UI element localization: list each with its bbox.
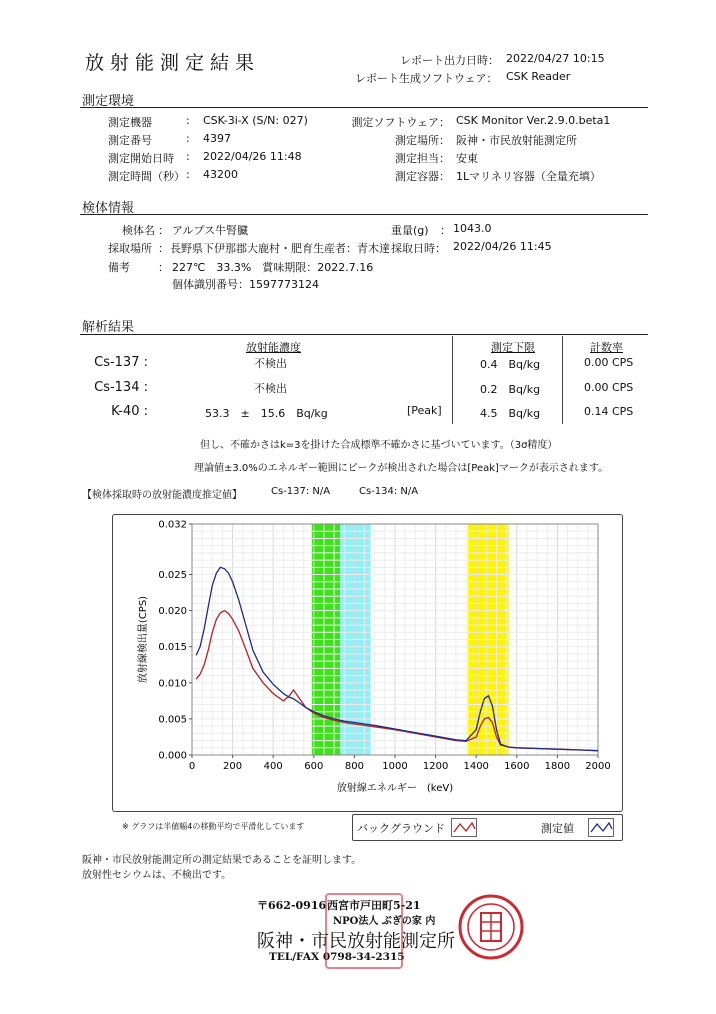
env-value-place: 阪神・市民放射能測定所 [456,134,577,147]
sample-note-label: 備考 [108,261,130,274]
estimate-cs137: Cs-137: N/A [271,486,331,497]
env-label-software: 測定ソフトウェア： [351,116,450,129]
sample-date-label: 採取日時： [391,242,446,255]
x-tick-label: 1800 [544,761,571,772]
spectrum-chart [112,514,623,812]
x-tick-label: 400 [263,761,283,772]
env-label-place: 測定場所： [395,134,450,147]
y-axis-label: 放射線検出量(CPS) [138,595,149,684]
stamp-address: 西宮市戸田町5-21 [327,899,421,912]
sample-place-value: 長野県下伊那郡大鹿村・肥育生産者：青木達 [170,242,390,255]
series-measured-line [196,567,598,750]
report-date-label: レポート出力日時： [400,54,499,67]
env-colon: : [186,168,190,181]
sample-section-title: 検体情報 [82,201,135,216]
legend-measured-label: 測定値 [541,822,574,835]
env-label-duration: 測定時間（秒） [108,170,185,183]
limit-k40: 4.5 Bq/kg [480,407,541,420]
legend-measured-swatch [588,818,614,837]
rate-cs137: 0.00 CPS [584,356,634,369]
y-tick-label: 0.015 [158,642,187,654]
sample-place-label: 採取場所 [108,242,152,255]
col-header-concentration: 放射能濃度 [246,341,301,354]
legend-background-swatch [451,818,477,837]
red-square-seal [325,893,403,969]
col-divider [562,336,563,424]
y-tick-label: 0.005 [158,714,187,726]
sample-name-value: アルプス牛腎臓 [172,224,249,237]
certification-line1: 阪神・市民放射能測定所の測定結果であることを証明します。 [82,855,362,866]
rate-cs134: 0.00 CPS [584,381,634,394]
sample-note-line1: 227℃ 33.3% 賞味期限：2022.7.16 [172,261,374,274]
report-software-label: レポート生成ソフトウェア： [355,72,498,85]
env-value-number: 4397 [203,132,231,145]
sample-name-label: 検体名 [122,224,155,237]
x-tick-label: 0 [188,761,196,772]
x-tick-label: 200 [223,761,243,772]
x-tick-label: 1000 [382,761,408,772]
page-title: 放射能測定結果 [85,52,261,74]
env-colon: : [186,114,190,127]
report-date-value: 2022/04/27 10:15 [506,52,605,65]
env-label-container: 測定容器： [395,170,450,183]
sample-colon: ： [440,224,451,237]
analysis-divider [80,334,648,335]
result-k40: 53.3 ± 15.6 Bq/kg [205,407,328,420]
col-header-limit: 測定下限 [491,341,535,354]
legend-background-label: バックグラウンド [357,822,445,835]
stamp-organization-name: 阪神・市民放射能測定所 [257,931,455,952]
nuclide-cs137: Cs-137 : [94,355,148,370]
limit-cs137: 0.4 Bq/kg [480,358,541,371]
col-divider [452,336,453,424]
nuclide-cs134: Cs-134 : [94,380,148,395]
round-seal [457,893,525,964]
env-label-number: 測定番号 [108,134,152,147]
sample-colon: ： [158,242,169,255]
estimate-cs134: Cs-134: N/A [359,486,419,497]
analysis-section-title: 解析結果 [82,320,135,335]
stamp-postal-code: 〒662-0916 [257,899,327,912]
stamp-tel-fax: TEL/FAX 0798-34-2315 [269,951,405,963]
env-colon: : [186,132,190,145]
x-tick-label: 1200 [422,761,449,772]
env-label-start: 測定開始日時 [108,152,174,165]
env-colon: : [186,150,190,163]
sample-divider [80,214,648,215]
chart-smoothing-note: ※ グラフは半値幅4の移動平均で平滑化しています [122,822,305,831]
x-tick-label: 800 [344,761,364,772]
y-tick-label: 0.032 [158,519,187,531]
env-value-device: CSK-3i-X (S/N: 027) [203,114,308,127]
x-tick-label: 600 [304,761,324,772]
env-divider [80,107,648,108]
env-label-device: 測定機器 [108,116,152,129]
rate-k40: 0.14 CPS [584,405,634,418]
chart-legend [352,814,623,841]
analysis-note-peak: 理論値±3.0%のエネルギー範囲にピークが検出された場合は[Peak]マークが表示されます。 [194,463,609,474]
sample-weight-value: 1043.0 [453,222,492,235]
y-tick-label: 0.010 [158,678,187,690]
limit-cs134: 0.2 Bq/kg [480,383,541,396]
x-tick-label: 1400 [463,761,489,772]
sample-date-value: 2022/04/26 11:45 [453,240,552,253]
sample-colon: ： [158,261,169,274]
x-axis-label: 放射線エネルギー (keV) [336,783,454,794]
env-value-container: 1Lマリネリ容器（全量充填） [456,170,601,183]
sample-weight-label: 重量(g) [391,224,429,237]
col-header-rate: 計数率 [590,341,623,354]
stamp-address-line2: NPO法人 ぶぎの家 内 [333,916,436,927]
sample-colon: ： [158,224,169,237]
report-software-value: CSK Reader [506,70,571,83]
y-tick-label: 0.025 [158,570,187,582]
estimate-label: 【検体採取時の放射能濃度推定値】 [82,490,242,501]
nuclide-k40: K-40 : [111,404,148,419]
analysis-note-uncertainty: 但し、不確かさはk=3を掛けた合成標準不確かさに基づいています。（3σ精度） [200,440,558,451]
env-section-title: 測定環境 [82,94,135,109]
x-tick-label: 2000 [585,761,611,772]
env-value-software: CSK Monitor Ver.2.9.0.beta1 [456,114,611,127]
y-tick-label: 0.000 [158,750,187,762]
env-value-operator: 安東 [456,152,478,165]
x-tick-label: 1600 [504,761,530,772]
organization-stamp [255,893,470,968]
env-label-operator: 測定担当： [395,152,450,165]
env-value-duration: 43200 [203,168,238,181]
y-tick-label: 0.020 [158,606,187,618]
env-value-start: 2022/04/26 11:48 [203,150,302,163]
peak-mark-k40: [Peak] [407,404,442,417]
certification-line2: 放射性セシウムは、不検出です。 [82,870,232,881]
result-cs137: 不検出 [254,357,287,370]
sample-note-line2: 個体識別番号：1597773124 [172,278,319,291]
result-cs134: 不検出 [254,382,287,395]
